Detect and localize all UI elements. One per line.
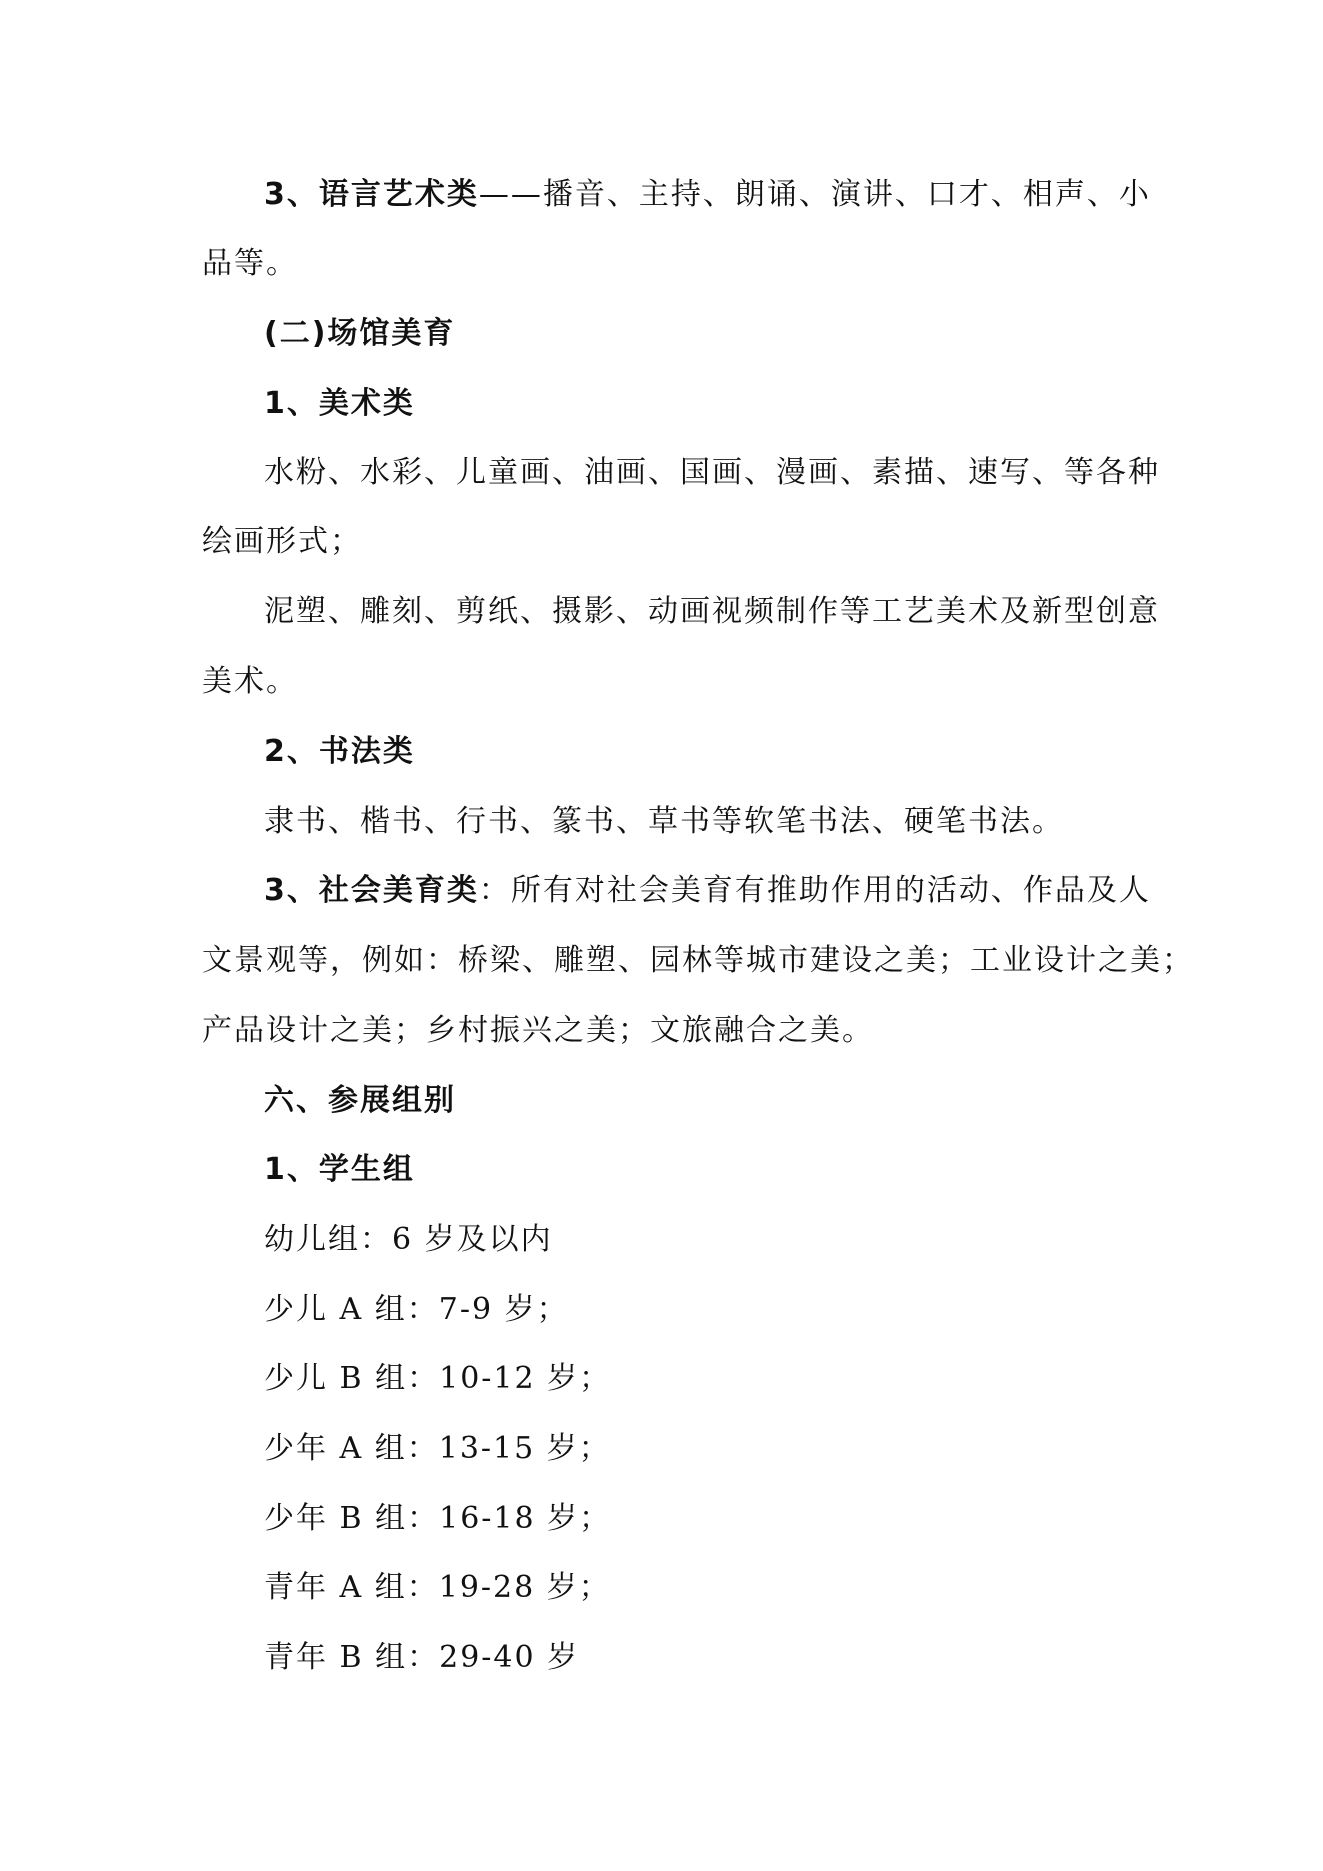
text-line-continuation: 美术。 (202, 664, 298, 699)
paragraph-social-aesthetics (264, 871, 1151, 911)
list-item-group: 青年 B 组：29-40 岁 (264, 1640, 580, 1675)
text-social-aesthetics-examples-cont: 产品设计之美；乡村振兴之美；文旅融合之美。 (202, 1013, 874, 1048)
heading-calligraphy: 2、书法类 (264, 734, 415, 769)
heading-student-group: 1、学生组 (264, 1152, 415, 1187)
list-item-group: 少年 A 组：13-15 岁； (264, 1431, 611, 1466)
heading-language-arts: 3、语言艺术类 (264, 177, 479, 212)
heading-fine-arts: 1、美术类 (264, 386, 415, 421)
text-social-aesthetics-desc: ：所有对社会美育有推助作用的活动、作品及人 (478, 873, 1151, 908)
paragraph-language-arts (264, 175, 1151, 215)
list-item-group: 少儿 B 组：10-12 岁； (264, 1361, 612, 1396)
list-item-group: 青年 A 组：19-28 岁； (264, 1570, 611, 1605)
text-calligraphy-styles: 隶书、楷书、行书、篆书、草书等软笔书法、硬笔书法。 (264, 804, 1064, 839)
list-item-group: 少年 B 组：16-18 岁； (264, 1501, 612, 1536)
section-heading-venue-aesthetics: (二)场馆美育 (264, 316, 456, 351)
text-language-arts-list: ——播音、主持、朗诵、演讲、口才、相声、小 (478, 177, 1151, 212)
text-line-continuation: 绘画形式； (202, 524, 362, 559)
text-line-continuation: 品等。 (202, 246, 298, 281)
text-social-aesthetics-examples: 文景观等，例如：桥梁、雕塑、园林等城市建设之美；工业设计之美； (202, 943, 1194, 978)
text-crafts-arts: 泥塑、雕刻、剪纸、摄影、动画视频制作等工艺美术及新型创意 (264, 594, 1160, 629)
heading-social-aesthetics: 3、社会美育类 (264, 873, 479, 908)
list-item-group: 少儿 A 组：7-9 岁； (264, 1292, 569, 1327)
text-painting-forms: 水粉、水彩、儿童画、油画、国画、漫画、素描、速写、等各种 (264, 455, 1160, 490)
section-heading-exhibition-groups: 六、参展组别 (264, 1083, 456, 1118)
list-item-group: 幼儿组：6 岁及以内 (264, 1222, 553, 1257)
